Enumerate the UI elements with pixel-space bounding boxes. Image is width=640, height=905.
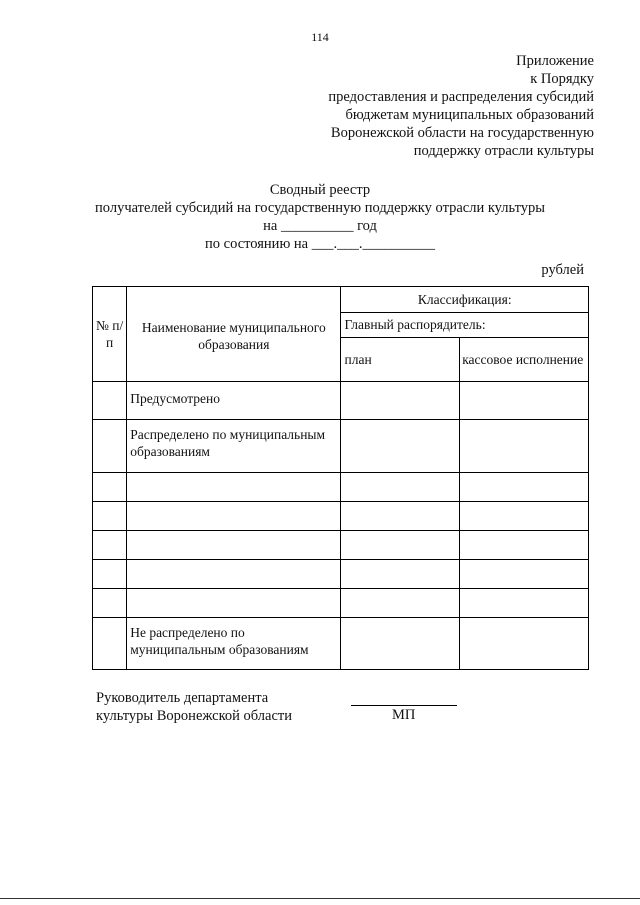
row-label-distributed: Распределено по муниципальным образованиям	[127, 420, 341, 473]
appendix-line: Воронежской области на государственную	[330, 125, 594, 141]
table-cell	[341, 618, 460, 670]
header-chief-manager: Главный распорядитель:	[341, 313, 589, 338]
table-cell	[127, 560, 341, 589]
table-cell	[93, 589, 127, 618]
table-cell	[341, 420, 460, 473]
row-label-not-distributed: Не распределено по муниципальным образованиям	[127, 618, 341, 670]
appendix-header	[328, 52, 594, 160]
table-row	[93, 420, 589, 473]
header-municipality-name: Наименование муниципального образования	[127, 287, 341, 382]
header-cash-execution: кассовое исполнение	[460, 338, 589, 382]
table-row	[93, 382, 589, 420]
table-cell	[127, 531, 341, 560]
appendix-line: бюджетам муниципальных образований	[345, 107, 594, 123]
page-number: 114	[311, 30, 329, 44]
table-cell	[341, 502, 460, 531]
page-bottom-rule	[0, 898, 640, 899]
header-plan: план	[341, 338, 460, 382]
signature-line	[351, 705, 457, 706]
document-title	[0, 181, 640, 253]
header-classification: Классификация:	[341, 287, 589, 313]
signatory-title-line: культуры Воронежской области	[96, 708, 292, 724]
title-date-line: по состоянию на ___.___.__________	[205, 236, 435, 252]
appendix-line: предоставления и распределения субсидий	[328, 89, 594, 105]
table-row	[93, 589, 589, 618]
table-row	[93, 618, 589, 670]
stamp-place-label: МП	[392, 707, 416, 723]
row-label-provided: Предусмотрено	[127, 382, 341, 420]
table-cell	[93, 531, 127, 560]
signatory-block	[96, 689, 292, 725]
registry-table	[92, 286, 589, 670]
table-cell	[93, 473, 127, 502]
table-cell	[93, 618, 127, 670]
table-row	[93, 502, 589, 531]
table-cell	[341, 589, 460, 618]
table-cell	[460, 473, 589, 502]
table-cell	[460, 560, 589, 589]
table-cell	[93, 560, 127, 589]
table-cell	[460, 420, 589, 473]
table-cell	[127, 589, 341, 618]
currency-unit: рублей	[541, 262, 584, 278]
title-year-line: на __________ год	[263, 218, 377, 234]
signatory-title-line: Руководитель департамента	[96, 690, 269, 706]
table-row	[93, 531, 589, 560]
table-cell	[93, 382, 127, 420]
table-cell	[460, 502, 589, 531]
title-line: Сводный реестр	[269, 182, 371, 198]
title-line: получателей субсидий на государственную поддержку отрасли культуры	[95, 200, 545, 216]
appendix-line: поддержку отрасли культуры	[413, 143, 594, 159]
table-cell	[341, 531, 460, 560]
table-cell	[93, 502, 127, 531]
table-cell	[127, 502, 341, 531]
table-row	[93, 473, 589, 502]
table-cell	[341, 473, 460, 502]
header-number: № п/п	[93, 287, 127, 382]
table-cell	[460, 382, 589, 420]
appendix-line: к Порядку	[530, 71, 594, 87]
table-cell	[460, 618, 589, 670]
table-cell	[460, 589, 589, 618]
table-cell	[127, 473, 341, 502]
table-cell	[341, 560, 460, 589]
table-cell	[93, 420, 127, 473]
table-cell	[460, 531, 589, 560]
table-cell	[341, 382, 460, 420]
appendix-line: Приложение	[516, 53, 594, 69]
table-row	[93, 560, 589, 589]
